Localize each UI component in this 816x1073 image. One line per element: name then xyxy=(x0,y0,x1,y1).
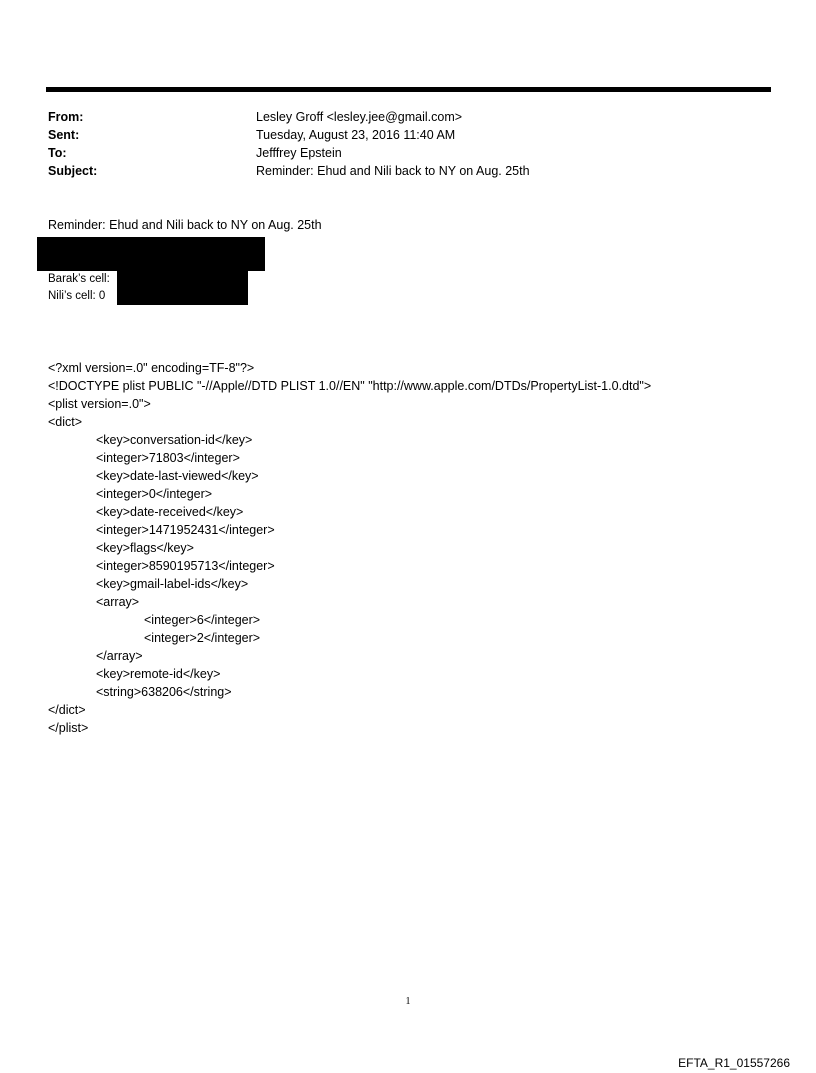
xml-line: <integer>0</integer> xyxy=(96,487,213,501)
xml-line: <integer>2</integer> xyxy=(144,631,261,645)
from-value: Lesley Groff <lesley.jee@gmail.com> xyxy=(256,110,463,124)
header-rule xyxy=(46,87,771,92)
to-label: To: xyxy=(48,146,67,160)
xml-line: </plist> xyxy=(48,721,89,735)
xml-line: <array> xyxy=(96,595,140,609)
xml-line: <key>date-last-viewed</key> xyxy=(96,469,259,483)
body-first-line: Reminder: Ehud and Nili back to NY on Aug. 25th xyxy=(48,218,322,232)
subject-label: Subject: xyxy=(48,164,98,178)
xml-line: <key>flags</key> xyxy=(96,541,194,555)
sent-label: Sent: xyxy=(48,128,80,142)
to-value: Jefffrey Epstein xyxy=(256,146,342,160)
xml-line: <!DOCTYPE plist PUBLIC "-//Apple//DTD PLIST 1.0//EN" "http://www.apple.com/DTDs/PropertyList-1.0.dtd"> xyxy=(48,379,652,393)
xml-line: <plist version=.0"> xyxy=(48,397,151,411)
sent-value: Tuesday, August 23, 2016 11:40 AM xyxy=(256,128,456,142)
xml-line: <key>date-received</key> xyxy=(96,505,244,519)
xml-line: </dict> xyxy=(48,703,86,717)
subject-value: Reminder: Ehud and Nili back to NY on Aug. 25th xyxy=(256,164,530,178)
xml-line: <key>remote-id</key> xyxy=(96,667,221,681)
xml-line: <integer>6</integer> xyxy=(144,613,261,627)
nili-cell-label: Nili’s cell: 0 xyxy=(48,290,106,302)
xml-line: <dict> xyxy=(48,415,83,429)
xml-line: <integer>71803</integer> xyxy=(96,451,240,465)
redaction-box xyxy=(37,237,265,271)
from-label: From: xyxy=(48,110,84,124)
xml-line: <integer>8590195713</integer> xyxy=(96,559,275,573)
xml-line: <key>conversation-id</key> xyxy=(96,433,253,447)
redaction-box xyxy=(117,271,248,305)
barak-cell-label: Barak’s cell: xyxy=(48,273,110,285)
xml-line: <?xml version=.0" encoding=TF-8"?> xyxy=(48,361,255,375)
xml-line: <integer>1471952431</integer> xyxy=(96,523,275,537)
document-id: EFTA_R1_01557266 xyxy=(678,1056,790,1070)
xml-line: </array> xyxy=(96,649,143,663)
page-number: 1 xyxy=(405,996,411,1007)
xml-line: <string>638206</string> xyxy=(96,685,232,699)
xml-line: <key>gmail-label-ids</key> xyxy=(96,577,249,591)
